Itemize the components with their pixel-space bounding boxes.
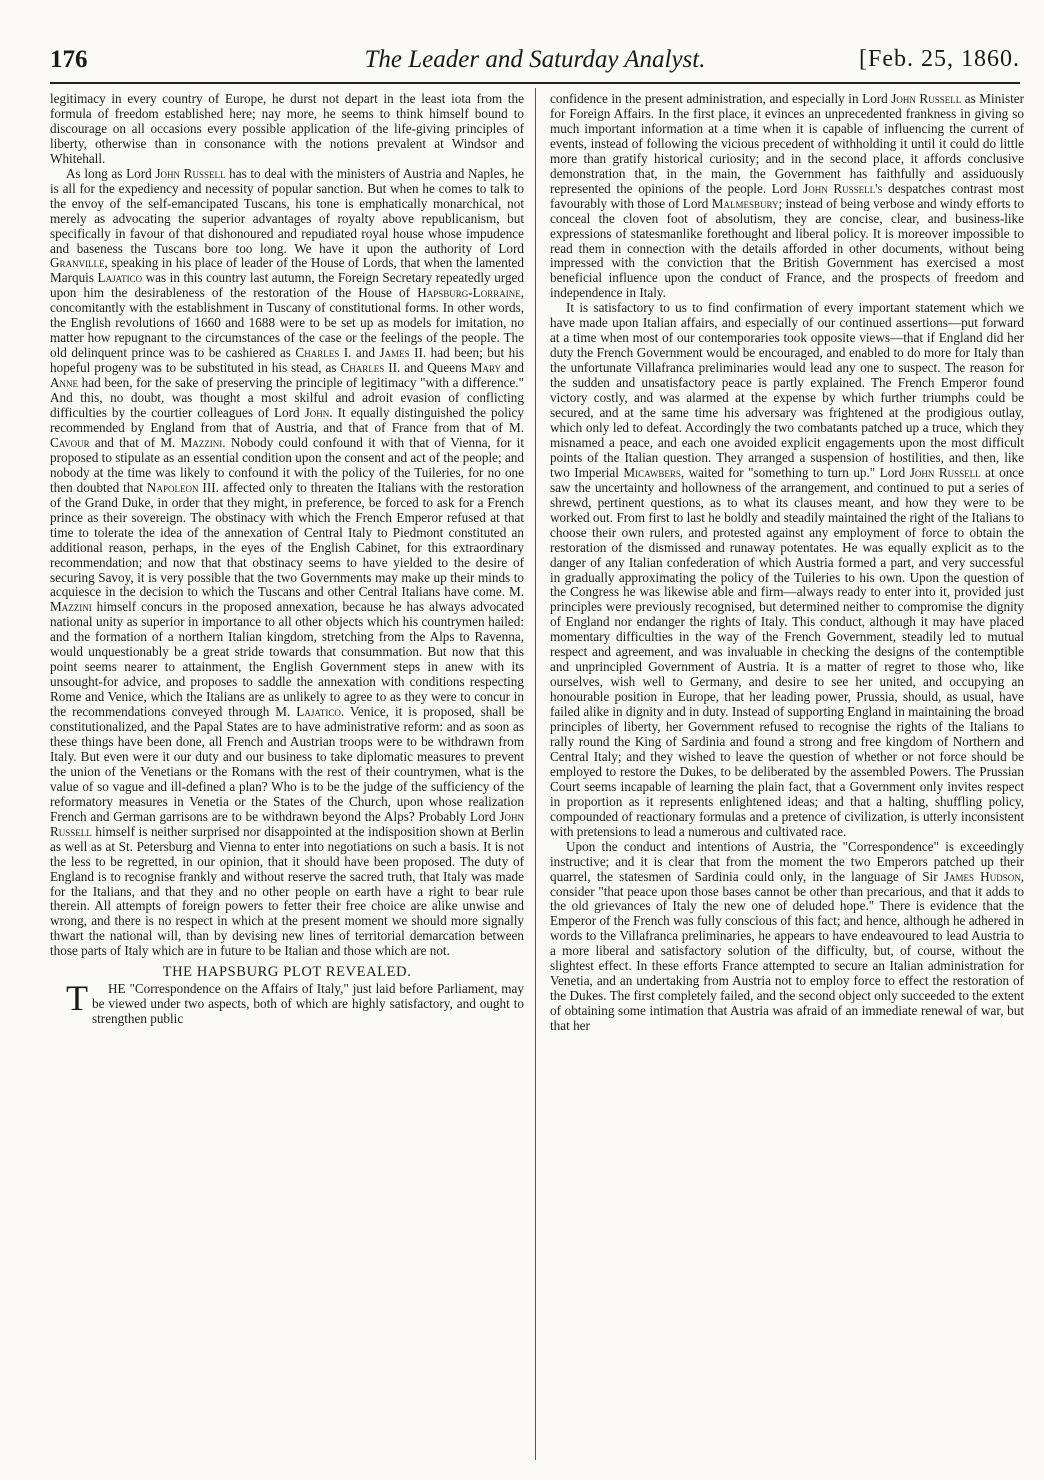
- masthead-title: The Leader and Saturday Analyst.: [364, 46, 706, 73]
- header-rule: [50, 82, 1020, 84]
- paragraph: It is satisfactory to us to find confirmation of every important statement which we have made upon Italian affairs, and especially of our continued assertions—put forward at a time when most of our contemporaries took opposite views—that if England did her duty the French Government would be encouraged, and enabled to do more for Italy than the unfortunate Villafranca preliminaries would lead any one to suspect. The reason for the sudden and unsatisfactory peace is partly explained. The French Emperor found victory costly, and was alarmed at the expense by which further triumphs could be secured, and at the same time his adversary was frightened at the prodigious outlay, which only led to defeat. Accordingly the two combatants patched up a truce, which they misnamed a peace, and each one avoided explicit engagements upon the most difficult points of the Italian question. They arranged a suspension of hostilities, and then, like two Imperial Micawbers, waited for "something to turn up." Lord John Russell at once saw the uncertainty and hollowness of the arrangement, and continued to put a series of shrewd, pertinent questions, as to what its clauses meant, and how they were to be worked out. From first to last he boldly and steadily maintained the right of the Italians to choose their own rulers, and protested against any employment of force to obtain the restoration of the dismissed and runaway potentates. He was equally explicit as to the danger of any Italian confederation of which Austria formed a part, and very successful in gradually approximating the policy of the Tuileries to his own. Upon the question of the Congress he was likewise able and firm—always ready to enter into it, provided just principles were previously recognised, but determined neither to compromise the dignity of England nor endanger the rights of Italy. This conduct, although it may have placed momentary difficulties in the way of the French Government, steadily led to mutual respect and agreement, and was invaluable in checking the designs of the contemptible and unprincipled Government of Austria. It is a matter of regret to those who, like ourselves, wish well to Germany, and desire to see her united, and occupying an honourable position in Europe, that her leading power, Prussia, should, as usual, have failed alike in dignity and in duty. Instead of supporting England in maintaining the broad principles of liberty, her Government refused to recognise the rights of the Italians to rally round the King of Sardinia and found a strong and free kingdom of Northern and Central Italy; and they wished to leave the question of whether or not force should be employed to restore the Dukes, to be deliberated by the assembled Powers. The Prussian Court seems incapable of learning the plain fact, that a Government only invites respect in proportion as it represents enlightened ideas; and that a halting, shuffling policy, compounded of reactionary formulas and a pretence of civilization, is utterly inconsistent with pretensions to lead a numerous and cultivated race.: [550, 300, 1024, 839]
- paragraph: Upon the conduct and intentions of Austria, the "Correspondence" is exceedingly instructive; and it is clear that from the moment the two Emperors patched up their quarrel, the statesmen of Sardinia could only, in the language of Sir James Hudson, consider "that peace upon those bases cannot be other than precarious, and that it adds to the old grievances of Italy the new one of deluded hope." There is evidence that the Emperor of the French was fully conscious of this fact; and hence, although he adhered in words to the Villafranca preliminaries, he appears to have endeavoured to lead Austria to a more liberal and satisfactory solution of the difficulty, but, of course, without the slightest effect. In these efforts France attempted to secure an Italian administration for Venetia, and an undertaking from Austria not to employ force to effect the restoration of the Dukes. The first completely failed, and the second object only succeeded to the extent of obtaining some intimation that Austria was afraid of an immediate renewal of war, but that her: [550, 838, 1024, 1034]
- page-number: 176: [50, 46, 88, 73]
- right-column: [550, 92, 1024, 1452]
- left-column: [50, 92, 524, 1452]
- lead-paragraph: T HE "Correspondence on the Affairs of Italy," just laid before Parliament, may be viewed under two aspects, both of which are highly satisfactory, and ought to strengthen public: [50, 982, 524, 1027]
- paragraph: As long as Lord John Russell has to deal with the ministers of Austria and Naples, he is all for the expediency and necessity of popular sanction. But when he comes to talk to the envoy of the self-emancipated Tuscans, his tone is emphatically monarchical, not merely as advocating the superior advantages of royalty above republicanism, but specifically in favour of that dishonoured and repudiated royal house whose impudence and baseness the Tuscans bore too long. We have it upon the authority of Lord Granville, speaking in his place of leader of the House of Lords, that when the lamented Marquis Lajatico was in this country last autumn, the Foreign Secretary repeatedly urged upon him the desirableness of the restoration of the House of Hapsburg-Lorraine, concomitantly with the establishment in Tuscany of constitutional forms. In other words, the English revolutions of 1660 and 1688 were to be set up as models for imitation, no matter how repugnant to the circumstances of the case or the feelings of the people. The old delinquent prince was to be cashiered as Charles I. and James II. had been; but his hopeful progeny was to be substituted in his stead, as Charles II. and Queens Mary and Anne had been, for the sake of preserving the principle of legitimacy "with a difference." And this, no doubt, was thought a most skilful and adroit evasion of conflicting difficulties by the courtier colleagues of Lord John. It equally distinguished the policy recommended by England from that of Austria, and that of France from that of M. Cavour and that of M. Mazzini. Nobody could confound it with that of Vienna, for it proposed to stipulate as an essential condition upon the consent and act of the people; and nobody at the time was likely to confound it with the policy of the Tuileries, for no one then doubted that Napoleon III. affected only to threaten the Italians with the restoration of the Grand Duke, in order that they might, in preference, be forced to ask for a French prince as their sovereign. The obstinacy with which the French Emperor refused at that time to tolerate the idea of the annexation of Central Italy to Piedmont constituted an additional reason, perhaps, in the eyes of the English Cabinet, for this extraordinary recommendation; and now that that obstinacy seems to have yielded to the desire of securing Savoy, it is very possible that the two Governments may make up their minds to acquiesce in the decision to which the Tuscans and other Central Italians have come. M. Mazzini himself concurs in the proposed annexation, because he has always advocated national unity as superior in importance to all other objects which his countrymen hailed: and the formation of a northern Italian kingdom, stretching from the Alps to Ravenna, would unquestionably be a great stride towards that consummation. But now that this point seems nearer to attainment, the English Government steps in anew with its unsought-for advice, and proposes to saddle the annexation with conditions respecting Rome and Venice, which the Italians are as unlikely to agree to as they were to concur in the recommendations conveyed through M. Lajatico. Venice, it is proposed, shall be constitutionalized, and the Papal States are to have administrative reform: and as soon as these things have been done, all French and Austrian troops were to be withdrawn from Italy. But even were it our duty and our business to take diplomatic measures to prevent the union of the Venetians or the Romans with the rest of their countrymen, what is the value of so vague and ill-defined a plan? Who is to be the judge of the sufficiency of the reformatory measures in Venetia or the States of the Church, upon whose realization French and German garrisons are to be withdrawn beyond the Alps? Probably Lord John Russell himself is neither surprised nor disappointed at the indisposition shown at Berlin as well as at St. Petersburg and Vienna to enter into negotiations on such a basis. It is not the less to be regretted, in our opinion, that it should have been proposed. The duty of England is to recognise frankly and without reserve the sacred truth, that Italy was made for the Italians, and that they and no other people on earth have a right to bear rule therein. All attempts of foreign powers to fetter their free choice are alike unwise and wrong, and there is no respect in which at the present moment we should more signally thwart the national will, than by devising new lines of territorial demarcation between those parts of Italy which are in future to be Italian and those which are not.: [50, 165, 524, 959]
- paragraph: legitimacy in every country of Europe, he durst not depart in the least iota from the formula of freedom established here; nay more, he seems to think himself bound to discourage on all occasions every possible application of the life-giving principles of liberty, otherwise than in consonance with the notions prevalent at Windsor and Whitehall.: [50, 92, 524, 166]
- column-divider: [535, 88, 536, 1460]
- section-title: THE HAPSBURG PLOT REVEALED.: [162, 964, 412, 981]
- paragraph: confidence in the present administration, and especially in Lord John Russell as Minister for Foreign Affairs. In the first place, it evinces an unprecedented frankness in giving so much important information at a time when it is capable of influencing the current of events, instead of following the vicious precedent of withholding it until it could do little more than gratify historical curiosity; and in the second place, it affords conclusive demonstration that, in the main, the Government has faithfully and assiduously represented the opinions of the people. Lord John Russell's despatches contrast most favourably with those of Lord Malmesbury; instead of being verbose and windy efforts to conceal the cloven foot of absolutism, they are concise, clear, and business-like expressions of statesmanlike forethought and liberal policy. It is moreover impossible to read them in connection with the details afforded in other documents, without being impressed with the conviction that the British Government has exercised a most beneficial influence upon the conduct of France, and the prospects of freedom and independence in Italy.: [550, 92, 1024, 301]
- page-header: [50, 46, 1020, 78]
- issue-date: [Feb. 25, 1860.: [859, 46, 1020, 72]
- drop-cap: T: [66, 978, 88, 1019]
